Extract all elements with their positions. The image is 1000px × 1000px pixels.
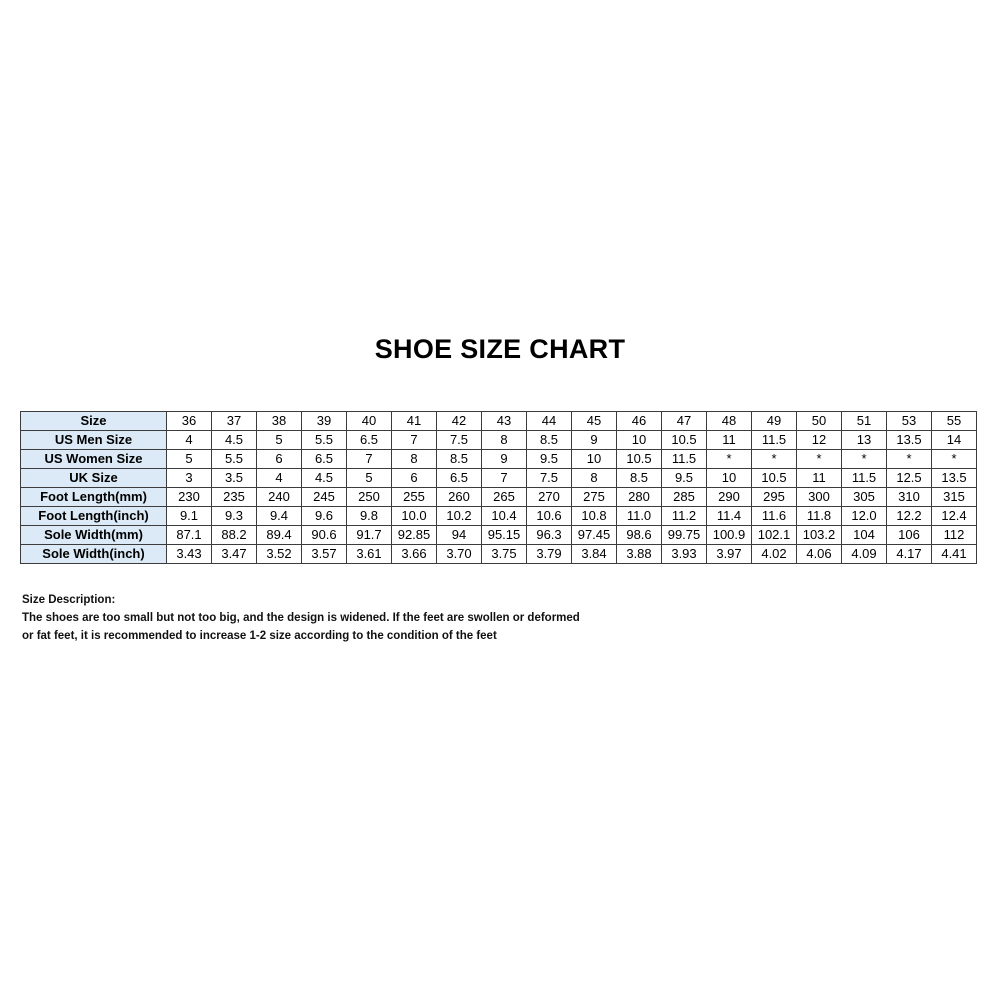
table-cell: 11.8 (797, 507, 842, 526)
table-cell: 4.17 (887, 545, 932, 564)
table-cell: 300 (797, 488, 842, 507)
table-row (21, 545, 977, 564)
table-cell: 10 (707, 469, 752, 488)
size-description-line-1: The shoes are too small but not too big, and the design is widened. If the feet are swollen or deformed (22, 612, 580, 624)
table-cell: 9 (482, 450, 527, 469)
table-cell: 4.09 (842, 545, 887, 564)
table-cell: 285 (662, 488, 707, 507)
table-cell: 36 (167, 412, 212, 431)
table-cell: 10.5 (752, 469, 797, 488)
table-cell: * (707, 450, 752, 469)
table-cell: * (752, 450, 797, 469)
table-cell: 8.5 (617, 469, 662, 488)
table-cell: 10.0 (392, 507, 437, 526)
table-cell: 305 (842, 488, 887, 507)
table-cell: 265 (482, 488, 527, 507)
table-row (21, 526, 977, 545)
table-cell: 12.5 (887, 469, 932, 488)
table-cell: 5 (257, 431, 302, 450)
table-cell: 13 (842, 431, 887, 450)
table-cell: 3.43 (167, 545, 212, 564)
table-cell: 4.06 (797, 545, 842, 564)
table-cell: 315 (932, 488, 977, 507)
shoe-size-table (20, 411, 977, 564)
table-cell: 37 (212, 412, 257, 431)
table-cell: 103.2 (797, 526, 842, 545)
table-cell: 6.5 (302, 450, 347, 469)
table-cell: 4.5 (212, 431, 257, 450)
table-cell: 41 (392, 412, 437, 431)
row-header: UK Size (21, 469, 167, 488)
table-cell: 42 (437, 412, 482, 431)
table-cell: 4.41 (932, 545, 977, 564)
table-cell: 9.3 (212, 507, 257, 526)
table-cell: 7 (392, 431, 437, 450)
table-row (21, 507, 977, 526)
table-row (21, 431, 977, 450)
table-cell: 11.5 (752, 431, 797, 450)
table-cell: 9.5 (662, 469, 707, 488)
table-cell: 3 (167, 469, 212, 488)
table-cell: 270 (527, 488, 572, 507)
table-cell: 8 (482, 431, 527, 450)
chart-title: SHOE SIZE CHART (374, 334, 626, 364)
table-cell: 47 (662, 412, 707, 431)
table-cell: 90.6 (302, 526, 347, 545)
table-cell: 3.5 (212, 469, 257, 488)
table-cell: * (797, 450, 842, 469)
table-cell: * (887, 450, 932, 469)
table-cell: 43 (482, 412, 527, 431)
table-cell: 5 (167, 450, 212, 469)
table-cell: 11.0 (617, 507, 662, 526)
table-cell: 40 (347, 412, 392, 431)
table-cell: 310 (887, 488, 932, 507)
table-cell: 3.47 (212, 545, 257, 564)
table-cell: * (932, 450, 977, 469)
table-cell: 3.75 (482, 545, 527, 564)
table-cell: 10.6 (527, 507, 572, 526)
table-cell: 4 (257, 469, 302, 488)
table-cell: 11.6 (752, 507, 797, 526)
table-cell: 10.5 (617, 450, 662, 469)
table-cell: 4.02 (752, 545, 797, 564)
table-cell: 92.85 (392, 526, 437, 545)
table-cell: 8.5 (527, 431, 572, 450)
size-description (22, 591, 580, 645)
table-cell: 45 (572, 412, 617, 431)
table-cell: 6 (392, 469, 437, 488)
table-cell: 12.4 (932, 507, 977, 526)
table-cell: 4.5 (302, 469, 347, 488)
table-cell: 112 (932, 526, 977, 545)
table-cell: 44 (527, 412, 572, 431)
table-cell: 12.2 (887, 507, 932, 526)
table-cell: 10.2 (437, 507, 482, 526)
table-cell: 3.88 (617, 545, 662, 564)
table-cell: 3.52 (257, 545, 302, 564)
table-cell: 240 (257, 488, 302, 507)
table-cell: 5.5 (212, 450, 257, 469)
table-cell: 10 (572, 450, 617, 469)
table-cell: 10.4 (482, 507, 527, 526)
table-cell: 7 (482, 469, 527, 488)
table-cell: 9.6 (302, 507, 347, 526)
size-description-heading: Size Description: (22, 594, 116, 606)
row-header: Sole Width(inch) (21, 545, 167, 564)
table-row (21, 412, 977, 431)
table-cell: 11.4 (707, 507, 752, 526)
table-cell: 95.15 (482, 526, 527, 545)
table-cell: 9 (572, 431, 617, 450)
table-cell: 290 (707, 488, 752, 507)
table-cell: 12 (797, 431, 842, 450)
size-description-line-2: or fat feet, it is recommended to increase 1-2 size according to the condition of the feet (22, 630, 497, 642)
table-cell: 3.66 (392, 545, 437, 564)
table-cell: 7 (347, 450, 392, 469)
table-cell: 13.5 (887, 431, 932, 450)
table-cell: 106 (887, 526, 932, 545)
table-cell: 10.8 (572, 507, 617, 526)
table-cell: 39 (302, 412, 347, 431)
table-cell: 9.4 (257, 507, 302, 526)
table-cell: 102.1 (752, 526, 797, 545)
table-cell: 49 (752, 412, 797, 431)
table-cell: 8 (572, 469, 617, 488)
table-cell: 3.61 (347, 545, 392, 564)
table-cell: 91.7 (347, 526, 392, 545)
table-cell: 295 (752, 488, 797, 507)
table-cell: 11.5 (842, 469, 887, 488)
table-cell: 3.84 (572, 545, 617, 564)
table-cell: 6.5 (437, 469, 482, 488)
table-cell: 94 (437, 526, 482, 545)
table-cell: 88.2 (212, 526, 257, 545)
table-row (21, 488, 977, 507)
row-header: Size (21, 412, 167, 431)
table-cell: 38 (257, 412, 302, 431)
table-cell: 9.5 (527, 450, 572, 469)
table-cell: 10.5 (662, 431, 707, 450)
table-cell: 3.70 (437, 545, 482, 564)
table-cell: 235 (212, 488, 257, 507)
table-cell: 3.79 (527, 545, 572, 564)
table-cell: 12.0 (842, 507, 887, 526)
row-header: Sole Width(mm) (21, 526, 167, 545)
table-cell: 3.93 (662, 545, 707, 564)
table-cell: 97.45 (572, 526, 617, 545)
table-cell: 260 (437, 488, 482, 507)
table-cell: 14 (932, 431, 977, 450)
table-cell: 99.75 (662, 526, 707, 545)
table-cell: 100.9 (707, 526, 752, 545)
table-cell: * (842, 450, 887, 469)
table-cell: 51 (842, 412, 887, 431)
table-cell: 245 (302, 488, 347, 507)
table-cell: 3.57 (302, 545, 347, 564)
table-cell: 8 (392, 450, 437, 469)
table-row (21, 450, 977, 469)
table-cell: 96.3 (527, 526, 572, 545)
table-cell: 5 (347, 469, 392, 488)
table-cell: 3.97 (707, 545, 752, 564)
table-cell: 13.5 (932, 469, 977, 488)
table-cell: 7.5 (527, 469, 572, 488)
table-cell: 255 (392, 488, 437, 507)
table-cell: 98.6 (617, 526, 662, 545)
table-cell: 280 (617, 488, 662, 507)
table-cell: 89.4 (257, 526, 302, 545)
table-row (21, 469, 977, 488)
table-cell: 5.5 (302, 431, 347, 450)
table-cell: 6 (257, 450, 302, 469)
table-cell: 275 (572, 488, 617, 507)
table-cell: 11 (797, 469, 842, 488)
table-cell: 9.8 (347, 507, 392, 526)
table-cell: 55 (932, 412, 977, 431)
table-cell: 11.2 (662, 507, 707, 526)
table-cell: 230 (167, 488, 212, 507)
table-cell: 11.5 (662, 450, 707, 469)
table-cell: 53 (887, 412, 932, 431)
table-cell: 11 (707, 431, 752, 450)
table-cell: 9.1 (167, 507, 212, 526)
table-cell: 48 (707, 412, 752, 431)
table-cell: 6.5 (347, 431, 392, 450)
table-cell: 87.1 (167, 526, 212, 545)
table-cell: 7.5 (437, 431, 482, 450)
table-cell: 8.5 (437, 450, 482, 469)
table-cell: 50 (797, 412, 842, 431)
table-cell: 46 (617, 412, 662, 431)
table-cell: 10 (617, 431, 662, 450)
table-cell: 4 (167, 431, 212, 450)
table-cell: 250 (347, 488, 392, 507)
row-header: Foot Length(inch) (21, 507, 167, 526)
row-header: US Men Size (21, 431, 167, 450)
row-header: US Women Size (21, 450, 167, 469)
row-header: Foot Length(mm) (21, 488, 167, 507)
table-cell: 104 (842, 526, 887, 545)
